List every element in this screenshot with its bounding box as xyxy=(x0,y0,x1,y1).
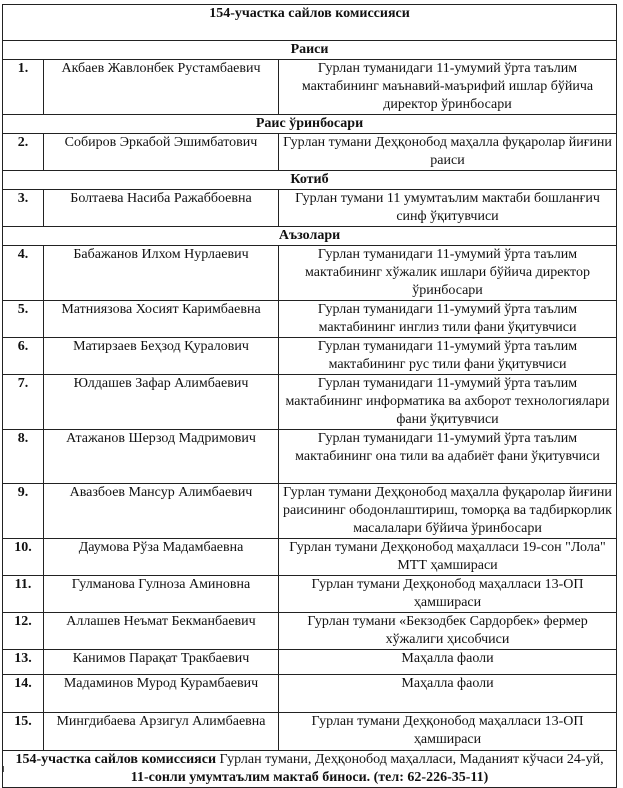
member-number: 11. xyxy=(3,576,44,613)
footer-commission-name: 154-участка сайлов комиссияси xyxy=(15,752,217,767)
member-number: 4. xyxy=(3,246,44,301)
section-heading: Аъзолари xyxy=(3,227,617,246)
member-number: 7. xyxy=(3,375,44,430)
member-number: 13. xyxy=(3,650,44,675)
footer-building-phone: 11-сонли умумтаълим мактаб биноси. (тел: 62-226-35-11) xyxy=(130,770,489,785)
section-heading: Котиб xyxy=(3,171,617,190)
section-row xyxy=(3,227,617,246)
member-number: 5. xyxy=(3,301,44,338)
member-position: Маҳалла фаоли xyxy=(279,650,617,675)
member-number: 1. xyxy=(3,60,44,115)
member-number: 6. xyxy=(3,338,44,375)
member-name: Канимов Парақат Тракбаевич xyxy=(44,650,279,675)
table-row xyxy=(3,484,617,539)
member-name: Болтаева Насиба Ражаббоевна xyxy=(44,190,279,227)
table-row xyxy=(3,60,617,115)
page-edge-mark xyxy=(3,766,4,772)
table-row xyxy=(3,539,617,576)
title-row xyxy=(3,5,617,41)
member-name: Акбаев Жавлонбек Рустамбаевич xyxy=(44,60,279,115)
table-row xyxy=(3,338,617,375)
section-row xyxy=(3,171,617,190)
member-name: Мингдибаева Арзигул Алимбаевна xyxy=(44,713,279,751)
member-number: 14. xyxy=(3,675,44,713)
section-row xyxy=(3,41,617,60)
member-name: Юлдашев Зафар Алимбаевич xyxy=(44,375,279,430)
table-row xyxy=(3,430,617,484)
member-name: Атажанов Шерзод Мадримович xyxy=(44,430,279,484)
section-heading: Раиси xyxy=(3,41,617,60)
member-position: Гурлан туманидаги 11-умумий ўрта таълим мактабининг рус тили фани ўқитувчиси xyxy=(279,338,617,375)
member-name: Авазбоев Мансур Алимбаевич xyxy=(44,484,279,539)
member-position: Маҳалла фаоли xyxy=(279,675,617,713)
member-number: 10. xyxy=(3,539,44,576)
member-position: Гурлан тумани Деҳқонобод маҳалласи 13-ОП ҳамшираси xyxy=(279,576,617,613)
table-row xyxy=(3,134,617,171)
table-row xyxy=(3,375,617,430)
section-heading: Раис ўринбосари xyxy=(3,115,617,134)
footer-address xyxy=(3,751,617,788)
member-number: 3. xyxy=(3,190,44,227)
table-row xyxy=(3,246,617,301)
member-position: Гурлан тумани Деҳқонобод маҳалласи 13-ОП ҳамшираси xyxy=(279,713,617,751)
table-row xyxy=(3,190,617,227)
member-name: Мадаминов Мурод Курамбаевич xyxy=(44,675,279,713)
member-number: 9. xyxy=(3,484,44,539)
table-row xyxy=(3,675,617,713)
table-row xyxy=(3,713,617,751)
member-number: 15. xyxy=(3,713,44,751)
commission-table xyxy=(2,4,617,788)
member-name: Аллашев Неъмат Бекманбаевич xyxy=(44,613,279,650)
member-number: 12. xyxy=(3,613,44,650)
member-position: Гурлан тумани «Бекзодбек Сардорбек» фермер хўжалиги ҳисобчиси xyxy=(279,613,617,650)
member-number: 2. xyxy=(3,134,44,171)
member-name: Гулманова Гулноза Аминовна xyxy=(44,576,279,613)
member-position: Гурлан туманидаги 11-умумий ўрта таълим мактабининг она тили ва адабиёт фани ўқитувчиси xyxy=(279,430,617,484)
member-name: Матирзаев Беҳзод Қуралович xyxy=(44,338,279,375)
member-position: Гурлан тумани Деҳқонобод маҳалласи 19-сон "Лола" МТТ ҳамшираси xyxy=(279,539,617,576)
member-name: Бабажанов Илхом Нурлаевич xyxy=(44,246,279,301)
member-position: Гурлан тумани Деҳқонобод маҳалла фуқаролар йиғини раиси xyxy=(279,134,617,171)
table-row xyxy=(3,650,617,675)
table-row xyxy=(3,613,617,650)
footer-address-text: Гурлан тумани, Деҳқонобод маҳалласи, Маданият кўчаси 24-уй, xyxy=(216,752,611,767)
member-number: 8. xyxy=(3,430,44,484)
member-position: Гурлан туманидаги 11-умумий ўрта таълим мактабининг маънавий-маърифий ишлар бўйича директор ўринбосари xyxy=(279,60,617,115)
member-position: Гурлан тумани 11 умумтаълим мактаби бошланғич синф ўқитувчиси xyxy=(279,190,617,227)
member-position: Гурлан туманидаги 11-умумий ўрта таълим мактабининг инглиз тили фани ўқитувчиси xyxy=(279,301,617,338)
member-position: Гурлан туманидаги 11-умумий ўрта таълим мактабининг хўжалик ишлари бўйича директор ўринбосари xyxy=(279,246,617,301)
member-name: Матниязова Хосият Каримбаевна xyxy=(44,301,279,338)
member-position: Гурлан тумани Деҳқонобод маҳалла фуқаролар йиғини раисининг ободонлаштириш, томорқа ва тадбиркорлик масалалари бўйича ўринбосари xyxy=(279,484,617,539)
footer-row xyxy=(3,751,617,788)
section-row xyxy=(3,115,617,134)
member-name: Даумова Рўза Мадамбаевна xyxy=(44,539,279,576)
member-position: Гурлан туманидаги 11-умумий ўрта таълим мактабининг информатика ва ахборот технологиялари фани ўқитувчиси xyxy=(279,375,617,430)
table-row xyxy=(3,576,617,613)
document-title: 154-участка сайлов комиссияси xyxy=(3,5,617,41)
table-row xyxy=(3,301,617,338)
member-name: Собиров Эркабой Эшимбатович xyxy=(44,134,279,171)
